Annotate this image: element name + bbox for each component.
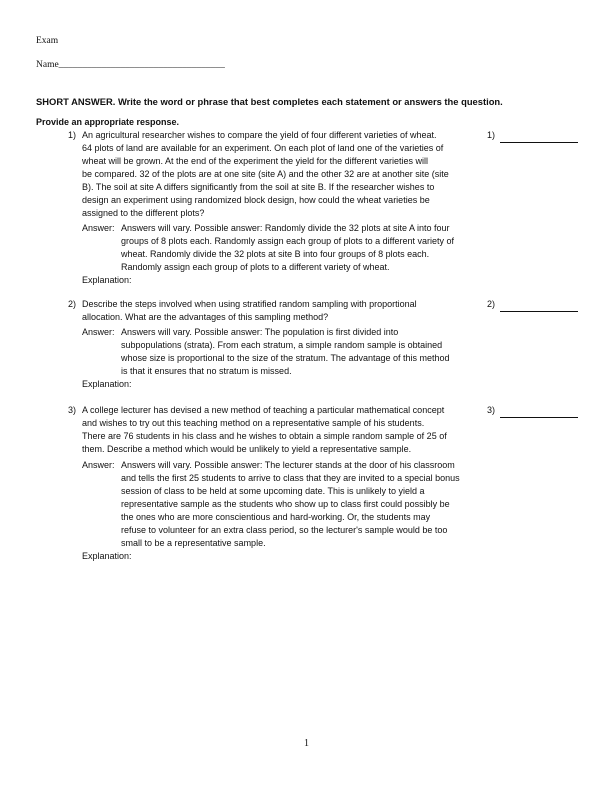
question-line: There are 76 students in his class and he wishes to obtain a simple random sample of 25 of: [82, 431, 447, 441]
exam-label: Exam: [36, 36, 59, 46]
explanation-label: Explanation:: [82, 275, 132, 285]
answer-blank-line[interactable]: [500, 311, 578, 312]
question-number: 2): [68, 299, 77, 309]
answer-label: Answer:: [82, 327, 115, 337]
answer-blank-number: 2): [487, 299, 496, 309]
answer-blank-number: 1): [487, 130, 496, 140]
answer-line: subpopulations (strata). From each stratum, a simple random sample is obtained: [121, 340, 443, 350]
answer-line: Answers will vary. Possible answer: Randomly divide the 32 plots at site A into four: [121, 223, 450, 233]
answer-line: representative sample as the students who show up to class first could possibly be: [121, 499, 450, 509]
question-number: 3): [68, 405, 77, 415]
question-line: wheat will be grown. At the end of the experiment the yield for the different varieties will: [82, 156, 429, 166]
explanation-label: Explanation:: [82, 379, 132, 389]
question-line: be compared. 32 of the plots are at one site (site A) and the other 32 are at another site (site: [82, 169, 449, 179]
section-heading: SHORT ANSWER. Write the word or phrase that best completes each statement or answers the question.: [36, 96, 503, 107]
question-line: design an experiment using randomized block design, how could the wheat varieties be: [82, 195, 430, 205]
answer-blank-number: 3): [487, 405, 496, 415]
answer-line: the ones who are more conscientious and hard-working. Or, the students may: [121, 512, 431, 522]
answer-line: session of class to be held at some upcoming date. This is unlikely to yield a: [121, 486, 425, 496]
answer-line: Randomly assign each group of plots to a different variety of wheat.: [121, 262, 390, 272]
answer-line: whose size is proportional to the size of the stratum. The advantage of this method: [121, 353, 450, 363]
answer-line: groups of 8 plots each. Randomly assign each group of plots to a different variety of: [121, 236, 455, 246]
section-instruction: Provide an appropriate response.: [36, 117, 180, 127]
explanation-label: Explanation:: [82, 551, 132, 561]
question-number: 1): [68, 130, 77, 140]
answer-line: is that it ensures that no stratum is missed.: [121, 366, 292, 376]
answer-blank-line[interactable]: [500, 142, 578, 143]
answer-line: Answers will vary. Possible answer: The lecturer stands at the door of his classroom: [121, 460, 455, 470]
question-line: allocation. What are the advantages of this sampling method?: [82, 312, 329, 322]
answer-line: wheat. Randomly divide the 32 plots at site B into four groups of 8 plots each.: [121, 249, 430, 259]
question-line: them. Describe a method which would be unlikely to yield a representative sample.: [82, 444, 412, 454]
question-line: 64 plots of land are available for an experiment. On each plot of land one of the varieties of: [82, 143, 444, 153]
answer-label: Answer:: [82, 223, 115, 233]
question-line: A college lecturer has devised a new method of teaching a particular mathematical concept: [82, 405, 445, 415]
question-line: An agricultural researcher wishes to compare the yield of four different varieties of wheat.: [82, 130, 437, 140]
question-line: Describe the steps involved when using stratified random sampling with proportional: [82, 299, 417, 309]
answer-line: and tells the first 25 students to arrive to class that they are invited to a special bonus: [121, 473, 460, 483]
answer-line: Answers will vary. Possible answer: The population is first divided into: [121, 327, 399, 337]
page-number: 1: [304, 738, 309, 749]
answer-line: small to be a representative sample.: [121, 538, 266, 548]
question-line: assigned to the different plots?: [82, 208, 205, 218]
answer-blank-line[interactable]: [500, 417, 578, 418]
answer-label: Answer:: [82, 460, 115, 470]
answer-line: refuse to volunteer for an extra class period, so the lecturer's sample would be too: [121, 525, 448, 535]
name-field-label: Name___________________________________: [36, 60, 225, 70]
question-line: and wishes to try out this teaching method on a representative sample of his students.: [82, 418, 425, 428]
question-line: B). The soil at site A differs significantly from the soil at site B. If the researcher wishes to: [82, 182, 435, 192]
